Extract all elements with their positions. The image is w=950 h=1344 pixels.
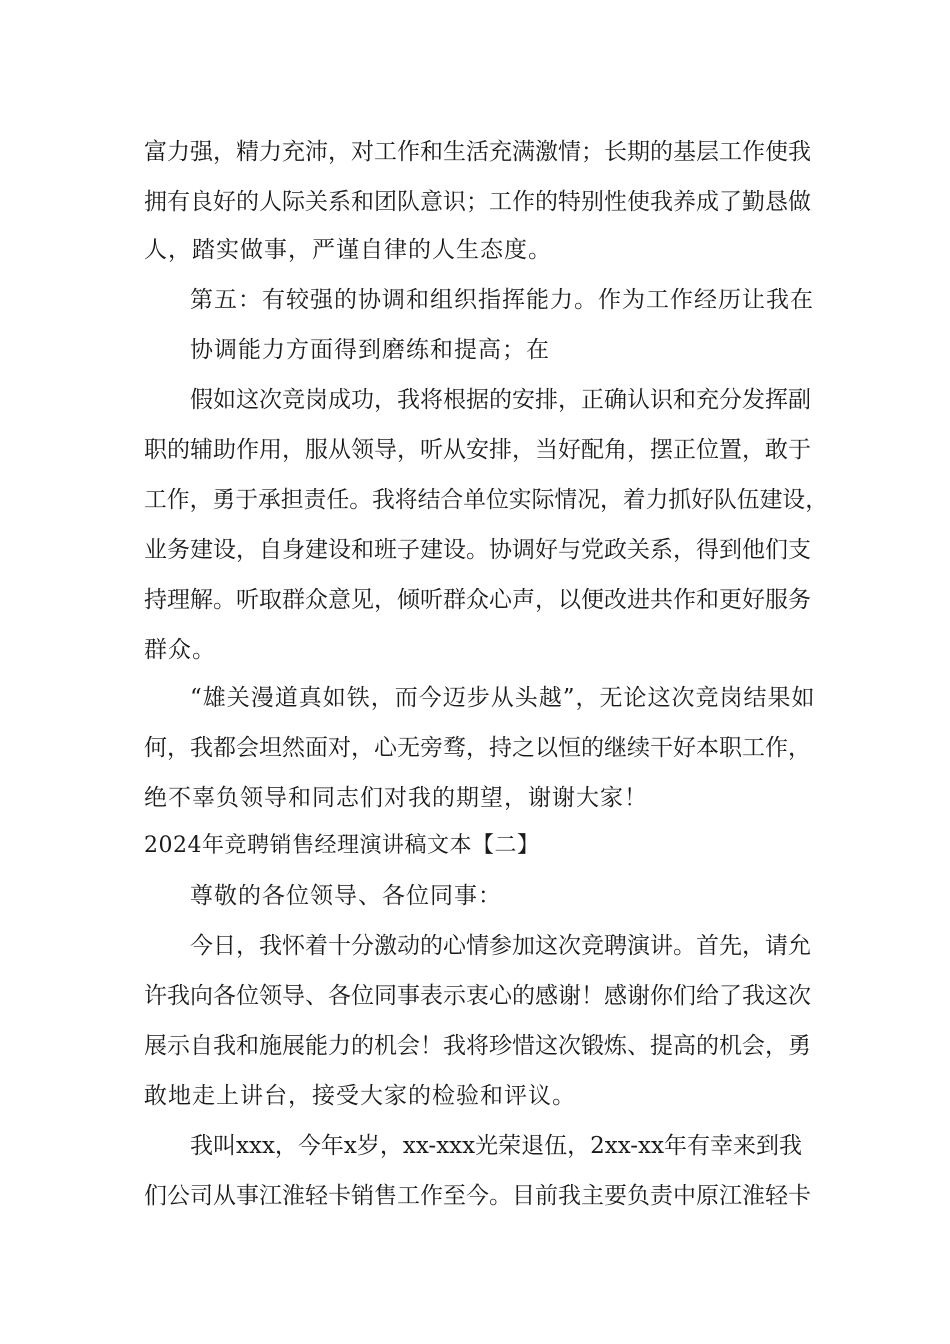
body-line-8: 工作，勇于承担责任。我将结合单位实际情况，着力抓好队伍建设， bbox=[144, 487, 828, 513]
salutation: 尊敬的各位领导、各位同事： bbox=[190, 883, 502, 909]
body-line-15: 今日，我怀着十分激动的心情参加这次竞聘演讲。首先，请允 bbox=[190, 933, 811, 959]
body-line-2: 拥有良好的人际关系和团队意识；工作的特别性使我养成了勤恳做 bbox=[144, 189, 811, 215]
section-heading: 2024年竞聘销售经理演讲稿文本【二】 bbox=[144, 833, 540, 858]
body-line-18: 敢地走上讲台，接受大家的检验和评议。 bbox=[144, 1083, 576, 1109]
body-line-20: 们公司从事江淮轻卡销售工作至今。目前我主要负责中原江淮轻卡 bbox=[144, 1183, 811, 1209]
body-line-17: 展示自我和施展能力的机会！我将珍惜这次锻炼、提高的机会，勇 bbox=[144, 1033, 811, 1059]
body-line-3: 人，踏实做事，严谨自律的人生态度。 bbox=[144, 237, 552, 263]
body-line-5: 协调能力方面得到磨练和提高；在 bbox=[190, 337, 550, 363]
body-line-1: 富力强，精力充沛，对工作和生活充满激情；长期的基层工作使我 bbox=[144, 139, 811, 165]
body-line-16: 许我向各位领导、各位同事表示衷心的感谢！感谢你们给了我这次 bbox=[144, 983, 811, 1009]
body-line-6: 假如这次竞岗成功，我将根据的安排，正确认识和充分发挥副 bbox=[190, 387, 811, 413]
body-line-14: 绝不辜负领导和同志们对我的期望，谢谢大家！ bbox=[144, 785, 648, 811]
body-line-19: 我叫xxx，今年x岁，xx-xxx光荣退伍，2xx-xx年有幸来到我 bbox=[190, 1133, 802, 1159]
body-line-4: 第五：有较强的协调和组织指挥能力。作为工作经历让我在 bbox=[190, 287, 814, 313]
body-line-13: 何，我都会坦然面对，心无旁骛，持之以恒的继续干好本职工作， bbox=[144, 735, 811, 761]
body-line-7: 职的辅助作用，服从领导，听从安排，当好配角，摆正位置，敢于 bbox=[144, 437, 811, 463]
body-line-9: 业务建设，自身建设和班子建设。协调好与党政关系，得到他们支 bbox=[144, 537, 811, 563]
body-line-11: 群众。 bbox=[144, 637, 216, 663]
body-line-10: 持理解。听取群众意见，倾听群众心声，以便改进共作和更好服务 bbox=[144, 587, 811, 613]
body-line-12: “雄关漫道真如铁，而今迈步从头越”，无论这次竞岗结果如 bbox=[190, 685, 816, 711]
